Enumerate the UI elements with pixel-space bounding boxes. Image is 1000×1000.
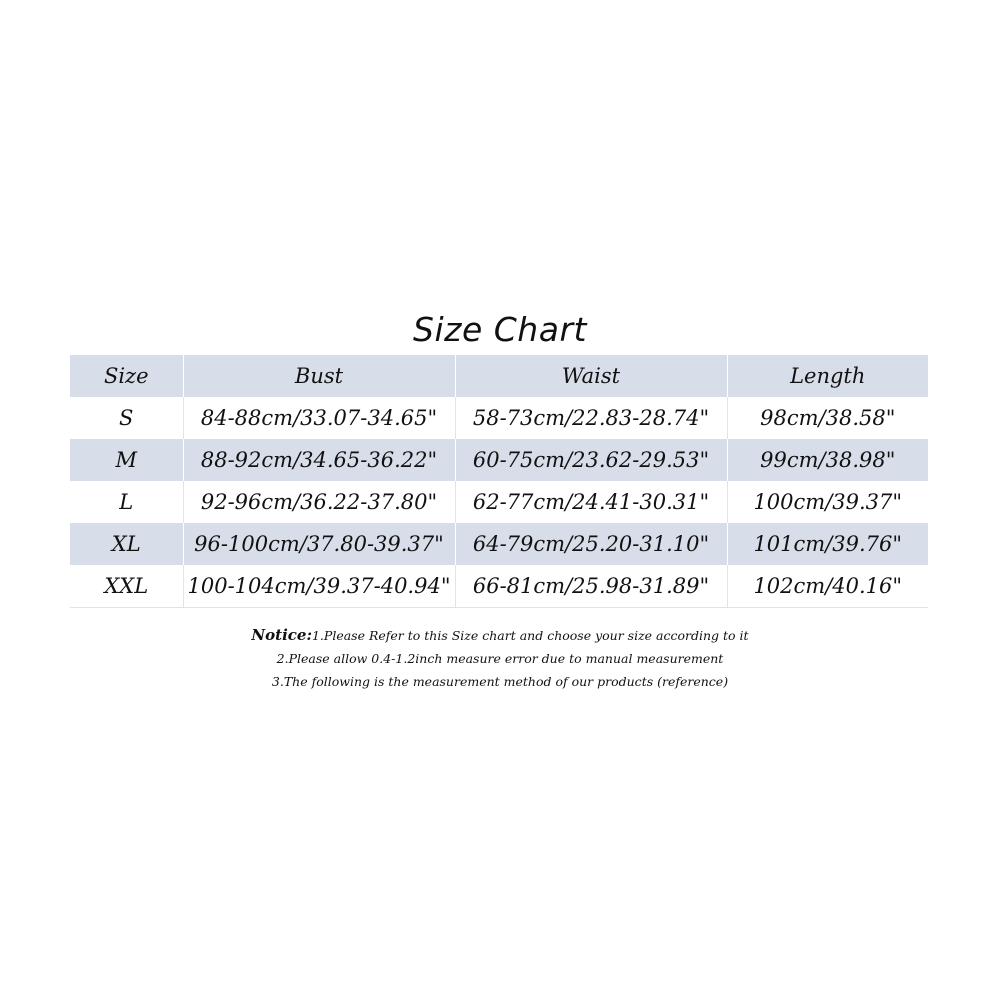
cell-size: XL xyxy=(70,523,183,565)
cell-size: XXL xyxy=(70,565,183,608)
cell-length: 102cm/40.16" xyxy=(727,565,928,608)
notice-line-2: 2.Please allow 0.4-1.2inch measure error due to manual measurement xyxy=(276,651,724,666)
table-row xyxy=(70,439,928,481)
cell-bust: 96-100cm/37.80-39.37" xyxy=(183,523,455,565)
cell-length: 101cm/39.76" xyxy=(727,523,928,565)
cell-length: 98cm/38.58" xyxy=(727,397,928,439)
cell-waist: 58-73cm/22.83-28.74" xyxy=(455,397,727,439)
header-length: Length xyxy=(727,355,928,397)
notice-label: Notice: xyxy=(251,626,312,644)
cell-bust: 100-104cm/39.37-40.94" xyxy=(183,565,455,608)
cell-size: M xyxy=(70,439,183,481)
table-row xyxy=(70,565,928,608)
table-row xyxy=(70,397,928,439)
cell-size: L xyxy=(70,481,183,523)
notice-text-1: 1.Please Refer to this Size chart and choose your size according to it xyxy=(311,628,749,643)
header-size: Size xyxy=(70,355,183,397)
table-row xyxy=(70,481,928,523)
cell-length: 100cm/39.37" xyxy=(727,481,928,523)
cell-bust: 84-88cm/33.07-34.65" xyxy=(183,397,455,439)
cell-bust: 92-96cm/36.22-37.80" xyxy=(183,481,455,523)
header-bust: Bust xyxy=(183,355,455,397)
cell-length: 99cm/38.98" xyxy=(727,439,928,481)
cell-bust: 88-92cm/34.65-36.22" xyxy=(183,439,455,481)
cell-waist: 64-79cm/25.20-31.10" xyxy=(455,523,727,565)
cell-waist: 66-81cm/25.98-31.89" xyxy=(455,565,727,608)
cell-waist: 60-75cm/23.62-29.53" xyxy=(455,439,727,481)
size-chart-title: Size Chart xyxy=(413,310,587,349)
table-header-row xyxy=(70,355,928,397)
notice-line-3: 3.The following is the measurement method of our products (reference) xyxy=(271,674,729,689)
table-row xyxy=(70,523,928,565)
header-waist: Waist xyxy=(455,355,727,397)
cell-waist: 62-77cm/24.41-30.31" xyxy=(455,481,727,523)
notice-line-1 xyxy=(0,624,1000,647)
size-table xyxy=(70,355,928,608)
notice-block xyxy=(0,624,1000,693)
cell-size: S xyxy=(70,397,183,439)
